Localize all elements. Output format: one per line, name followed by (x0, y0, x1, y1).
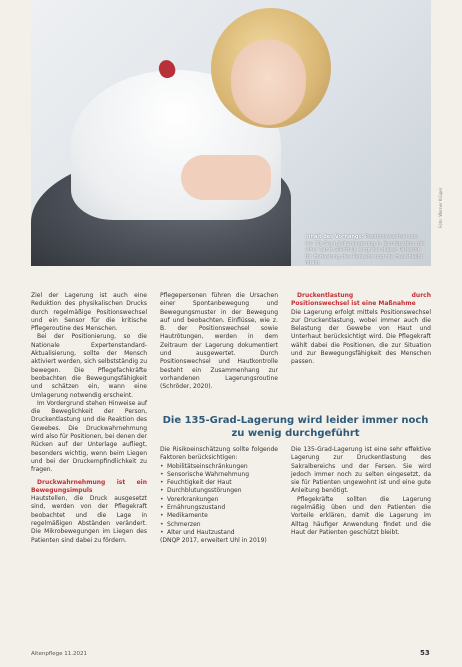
subheading: Druckentlastung durch Positionswechsel ist eine Maßnahme (291, 292, 431, 308)
paragraph: Die 135-Grad-Lagerung ist eine sehr effektive Lagerung zur Druckentlastung des Sakralbereichs und der Fersen. Sie wird jedoch immer noch zu selten eingesetzt, da sie für Patienten ungewohnt ist und eine gute Anleitung benötigt. (291, 446, 431, 495)
risk-factor-list (160, 463, 278, 538)
list-item: • Schmerzen (160, 521, 278, 529)
paragraph: Bei der Positionierung, so die Nationale Expertenstandard-Aktualisierung, sollte der Mensch aktiviert werden, sich selbstständig zu bewegen. Die Pflegefachkräfte beobachten die Bewegungsfähigkeit und schätzen ein, wann eine Umlagerung notwendig erscheint. (31, 333, 147, 399)
column-1 (31, 292, 147, 545)
nurse-face (231, 40, 306, 125)
caption-text: Positionswechsel aus der 30-Grad-Seitenlagerung in Kombination mit einer Sanft-Gleitfolie sorgt bei dieser Patientin für Entlastung des Rückens und die Haut bleibt intakt. (305, 234, 425, 266)
list-item: • Mobilitätseinschränkungen (160, 463, 278, 471)
list-item: • Medikamente (160, 512, 278, 520)
photo-credit: Foto: Werner Krüper (438, 187, 443, 228)
paragraph: Die Lagerung erfolgt mittels Positionswechsel zur Druckentlastung, wobei immer auch die Belastung der Gewebe von Haut und Unterhaut berücksichtigt wird. Die Pflegekraft wählt dabei die Positionen, die zur Situation und zur Bewegungsfähigkeit des Menschen passen. (291, 308, 431, 366)
hero-photo (31, 0, 431, 266)
paragraph: Die Risikoeinschätzung sollte folgende Faktoren berücksichtigen: (160, 446, 278, 462)
footer-issue: Altenpflege 11.2021 (31, 651, 88, 657)
list-item: • Feuchtigkeit der Haut (160, 479, 278, 487)
paragraph: Hautstellen, die Druck ausgesetzt sind, werden von der Pflegekraft beobachtet und die Lage in regelmäßigen Abständen verändert. Die Mikrobewegungen im Liegen des Patienten sind dabei zu fördern. (31, 495, 147, 544)
list-item: • Vorerkrankungen (160, 496, 278, 504)
column-2 (160, 292, 278, 392)
column-3-lower (291, 446, 431, 537)
reference: (DNQP 2017, erweitert Uhl in 2019) (160, 537, 267, 545)
list-item: • Alter und Hautzustand (160, 529, 278, 537)
pull-quote: Die 135-Grad-Lagerung wird leider immer noch zu wenig durchgeführt (162, 415, 429, 439)
column-3 (291, 292, 431, 367)
paragraph: Ziel der Lagerung ist auch eine Reduktion des physikalischen Drucks durch regelmäßige Positionswechsel und ein Sensor für die kritische Pflegeroutine des Menschen. (31, 292, 147, 333)
subheading: Druckwahrnehmung ist ein Bewegungsimpuls (31, 478, 147, 494)
paragraph: Im Vordergrund stehen Hinweise auf die Beweglichkeit der Person, Druckentlastung und die Reaktion des Gewebes. Die Druckwahrnehmung wird also für Positionen, bei denen der Rücken auf der Unterlage aufliegt, besonders wichtig, wenn beim Liegen und bei der Druckempfindlichkeit zu fragen. (31, 399, 147, 474)
list-item: • Durchblutungsstörungen (160, 487, 278, 495)
page-number: 53 (420, 649, 430, 657)
caption-bold: Inhalt des Vorhangs: (305, 234, 364, 240)
column-2-lower (160, 446, 278, 546)
paragraph: Pflegepersonen führen die Ursachen einer Spontanbewegung und Bewegungsmuster in der Bewegung auf und beobachten. Einflüsse, wie z. B. der Positionswechsel sowie Hautrötungen, werden in dem Zeitraum der Lagerung dokumentiert und ausgewertet. Durch Positionswechsel und Hautkontrolle besteht ein Zusammenhang zur vorhandenen Lagerungsroutine (Schröder, 2020). (160, 292, 278, 391)
list-item: • Sensorische Wahrnehmung (160, 471, 278, 479)
photo-caption (305, 234, 425, 267)
paragraph: Pflegekräfte sollten die Lagerung regelmäßig üben und den Patienten die Vorteile erklären, damit die Lagerung im Alltag häufiger Anwendung findet und die Haut der Patienten geschützt bleibt. (291, 495, 431, 536)
list-item: • Ernährungszustand (160, 504, 278, 512)
nurse-hand (181, 155, 271, 200)
